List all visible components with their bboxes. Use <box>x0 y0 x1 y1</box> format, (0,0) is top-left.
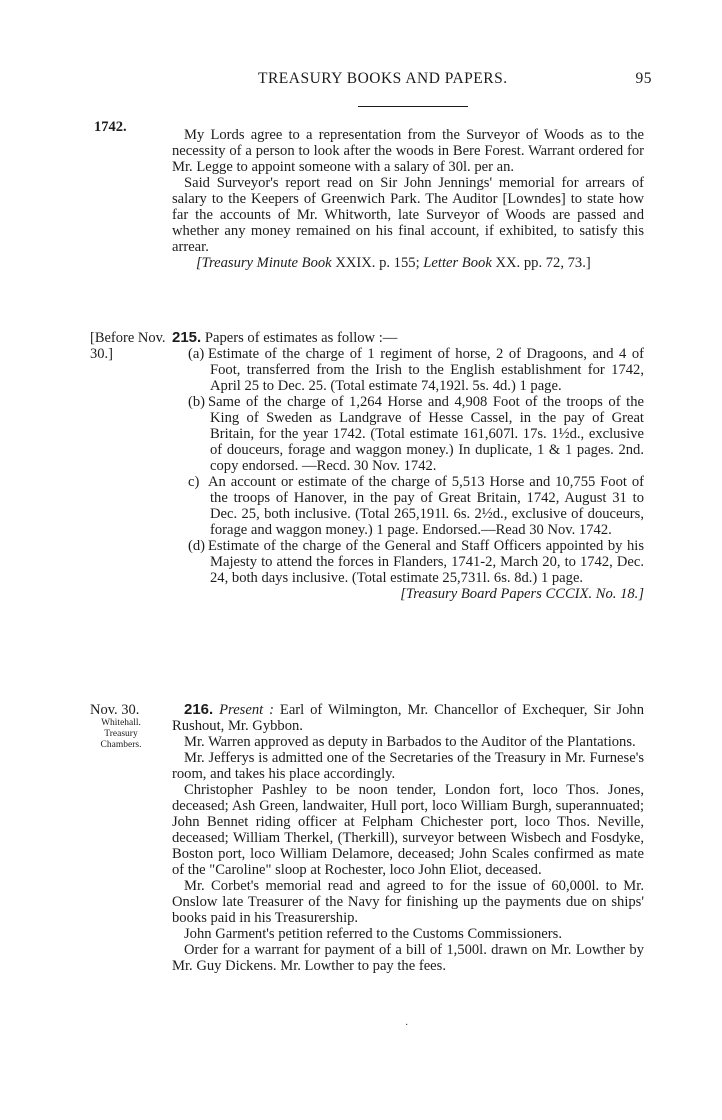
page-number: 95 <box>635 70 652 87</box>
entry-215-intro: Papers of estimates as follow :— <box>204 330 398 346</box>
entry-216-paragraph: Mr. Jefferys is admitted one of the Secretaries of the Treasury in Mr. Furnese's room, and takes his place accordingly. <box>172 750 644 782</box>
entry-216-present: 216. Present : Earl of Wilmington, Mr. Chancellor of Exchequer, Sir John Rushout, Mr. Gybbon. <box>172 701 645 734</box>
entry-216-paragraph: John Garment's petition referred to the Customs Commissioners. <box>184 926 562 942</box>
estimate-item: (d) Estimate of the charge of the General and Staff Officers appointed by his Majesty to attend the forces in Flanders, 1741-2, March 20, to 1742, Dec. 24, both days inclusive. (Total estimate 25,731l. 6s. 8d.) 1 page. <box>188 538 644 586</box>
entry-number-215: 215. <box>172 329 202 346</box>
margin-date: Nov. 30. <box>90 702 140 718</box>
entry-216-paragraph: Christopher Pashley to be noon tender, London fort, loco Thos. Jones, deceased; Ash Green, landwaiter, Hull port, loco William Burgh, superannuated; John Bennet riding officer at Felpham Chichester port, loco Thos. Neville, deceased; William Therkel, (Therkill), surveyor between Wisbech and Fosdyke, Boston port, loco William Delamore, deceased; John Scales confirmed as mate of the "Caroline" sloop at Rochester, loco John Eliot, deceased. <box>172 782 644 878</box>
stray-mark: · <box>405 1020 409 1031</box>
margin-before-nov-30: [Before Nov. 30.] <box>90 330 166 362</box>
estimate-item: (a) Estimate of the charge of 1 regiment of horse, 2 of Dragoons, and 4 of Foot, transferred from the Irish to the English establishment for 1742, April 25 to Dec. 25. (Total estimate 74,192l. 5s. 4d.) 1 page. <box>188 346 644 394</box>
estimate-list <box>172 346 644 586</box>
estimate-item: (b) Same of the charge of 1,264 Horse and 4,908 Foot of the troops of the King of Sweden as Landgrave of Hesse Cassel, in the pay of Great Britain, for the year 1742. (Total estimate 161,607l. 17s. 1½d., exclusive of douceurs, forage and waggon money.) In duplicate, 1 & 1 pages. 2nd. copy endorsed. —Recd. 30 Nov. 1742. <box>188 394 644 474</box>
entry-215-heading <box>172 330 644 346</box>
entry-216 <box>172 702 644 974</box>
margin-whitehall: Whitehall. <box>101 718 141 728</box>
estimate-item: c) An account or estimate of the charge of 5,513 Horse and 10,755 Foot of the troops of Hanover, in the pay of Great Britain, 1742, August 31 to Dec. 25, both inclusive. (Total 265,191l. 6s. 2½d., exclusive of douceurs, forage and waggon money.) 1 page. Endorsed.—Read 30 Nov. 1742. <box>188 474 644 538</box>
entry-216-paragraph: Mr. Corbet's memorial read and agreed to for the issue of 60,000l. to Mr. Onslow late Treasurer of the Navy for finishing up the payments due on ships' books paid in his Treasurership. <box>172 878 644 926</box>
margin-year: 1742. <box>94 119 127 135</box>
entry-215 <box>172 330 644 602</box>
margin-treasury: Treasury <box>104 729 138 739</box>
entry-216-paragraphs <box>172 734 644 974</box>
margin-chambers: Chambers. <box>100 740 142 750</box>
running-title: TREASURY BOOKS AND PAPERS. <box>258 70 508 87</box>
paragraph-greenwich-park: Said Surveyor's report read on Sir John Jennings' memorial for arrears of salary to the Keepers of Greenwich Park. The Auditor [Lowndes] to state how far the accounts of Mr. Whitworth, late Surveyor of Woods are passed and whether any money remained on his final account, if exhibited, to satisfy this arrear. <box>172 175 644 255</box>
entry-216-paragraph: Mr. Warren approved as deputy in Barbados to the Auditor of the Plantations. <box>184 734 636 750</box>
section-1 <box>172 127 644 271</box>
paragraph-bere-forest: My Lords agree to a representation from the Surveyor of Woods as to the necessity of a person to look after the woods in Bere Forest. Warrant ordered for Mr. Legge to appoint someone with a salary of 30l. per an. <box>172 127 644 175</box>
entry-216-paragraph: Order for a warrant for payment of a bill of 1,500l. drawn on Mr. Lowther by Mr. Guy Dickens. Mr. Lowther to pay the fees. <box>172 942 644 974</box>
citation-section-1: [Treasury Minute Book XXIX. p. 155; Letter Book XX. pp. 72, 73.] <box>196 255 591 271</box>
entry-number-216: 216. <box>184 701 214 718</box>
margin-nov-30 <box>90 702 166 751</box>
header-rule <box>358 106 468 107</box>
citation-entry-215: [Treasury Board Papers CCCIX. No. 18.] <box>400 586 644 602</box>
